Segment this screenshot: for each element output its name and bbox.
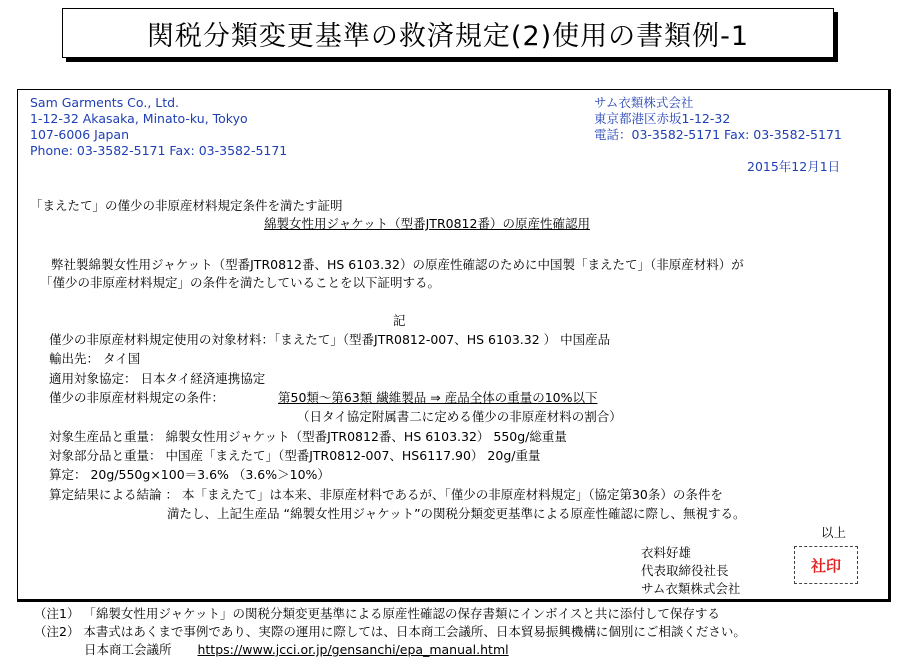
company-seal — [794, 546, 858, 584]
body-line-1: 弊社製綿製女性用ジャケット（型番JTR0812番、HS 6103.32）の原産性確認のために中国製「まえたて」（非原産材料）が — [51, 257, 744, 272]
item-target-material: 僅少の非原産材料規定使用の対象材料：「まえたて」（型番JTR0812-007、HS 6103.32 ） 中国産品 — [49, 332, 611, 347]
document-date: 2015年12月1日 — [747, 159, 841, 174]
signature-position: 代表取締役社長 — [641, 563, 729, 578]
item-agreement: 適用対象協定： 日本タイ経済連携協定 — [49, 371, 266, 386]
sender-ja-address: 東京都港区赤坂1-12-32 — [594, 111, 731, 126]
item-condition-note: （日タイ協定附属書二に定める僅少の非原産材料の割合） — [297, 409, 622, 424]
page-title — [62, 8, 834, 58]
item-calculation: 算定： 20g/550g×100＝3.6% （3.6%＞10%） — [49, 467, 330, 482]
item-conclusion-2: 満たし、上記生産品 “綿製女性用ジャケット”の関税分類変更基準による原産性確認に際し、無視する。 — [167, 506, 746, 521]
sender-ja-company: サム衣類株式会社 — [594, 95, 694, 110]
item-end-mark: 以上 — [821, 525, 847, 540]
sender-en-address2: 107-6006 Japan — [30, 127, 130, 142]
subject-line-2: 綿製女性用ジャケット（型番JTR0812番）の原産性確認用 — [264, 216, 590, 231]
note-2: （注2） 本書式はあくまで事例であり、実際の運用に際しては、日本商工会議所、日本貿易振興機構に個別にご相談ください。 — [34, 624, 746, 639]
item-product-weight: 対象生産品と重量： 綿製女性用ジャケット（型番JTR0812番、HS 6103.32） 550g/総重量 — [49, 429, 567, 444]
jcci-label: 日本商工会議所 — [84, 642, 172, 657]
subject-line-1: 「まえたて」の僅少の非原産材料規定条件を満たす証明 — [30, 198, 343, 213]
sender-en-phone: Phone: 03-3582-5171 Fax: 03-3582-5171 — [30, 143, 288, 158]
signature-name: 衣料好雄 — [641, 545, 692, 560]
item-condition-label: 僅少の非原産材料規定の条件： — [49, 390, 225, 405]
body-line-2: 「僅少の非原産材料規定」の条件を満たしていることを以下証明する。 — [40, 275, 441, 290]
item-conclusion-1: 算定結果による結論 ： 本「まえたて」は本来、非原産材料であるが、「僅少の非原産材料規定」（協定第30条）の条件を — [49, 487, 723, 502]
sender-en-address1: 1-12-32 Akasaka, Minato-ku, Tokyo — [30, 111, 248, 126]
jcci-url-link[interactable]: https://www.jcci.or.jp/gensanchi/epa_manual.html — [197, 642, 509, 657]
sender-ja-phone: 電話：03-3582-5171 Fax: 03-3582-5171 — [594, 127, 842, 142]
signature-company: サム衣類株式会社 — [641, 581, 741, 596]
note-1: （注1） 「綿製女性用ジャケット」の関税分類変更基準による原産性確認の保存書類にインボイスと共に添付して保存する — [34, 606, 720, 621]
ki-heading: 記 — [393, 313, 406, 328]
page-title-text: 関税分類変更基準の救済規定(2)使用の書類例-1 — [146, 20, 750, 52]
jcci-line — [84, 642, 509, 658]
item-export-destination: 輸出先： タイ国 — [49, 351, 141, 366]
item-part-weight: 対象部分品と重量： 中国産「まえたて」（型番JTR0812-007、HS6117.90） 20g/重量 — [49, 448, 541, 463]
sender-en-company: Sam Garments Co., Ltd. — [30, 95, 180, 110]
company-seal-text: 社印 — [810, 556, 841, 575]
item-condition-value: 第50類～第63類 繊維製品 ⇒ 産品全体の重量の10%以下 — [278, 390, 598, 405]
